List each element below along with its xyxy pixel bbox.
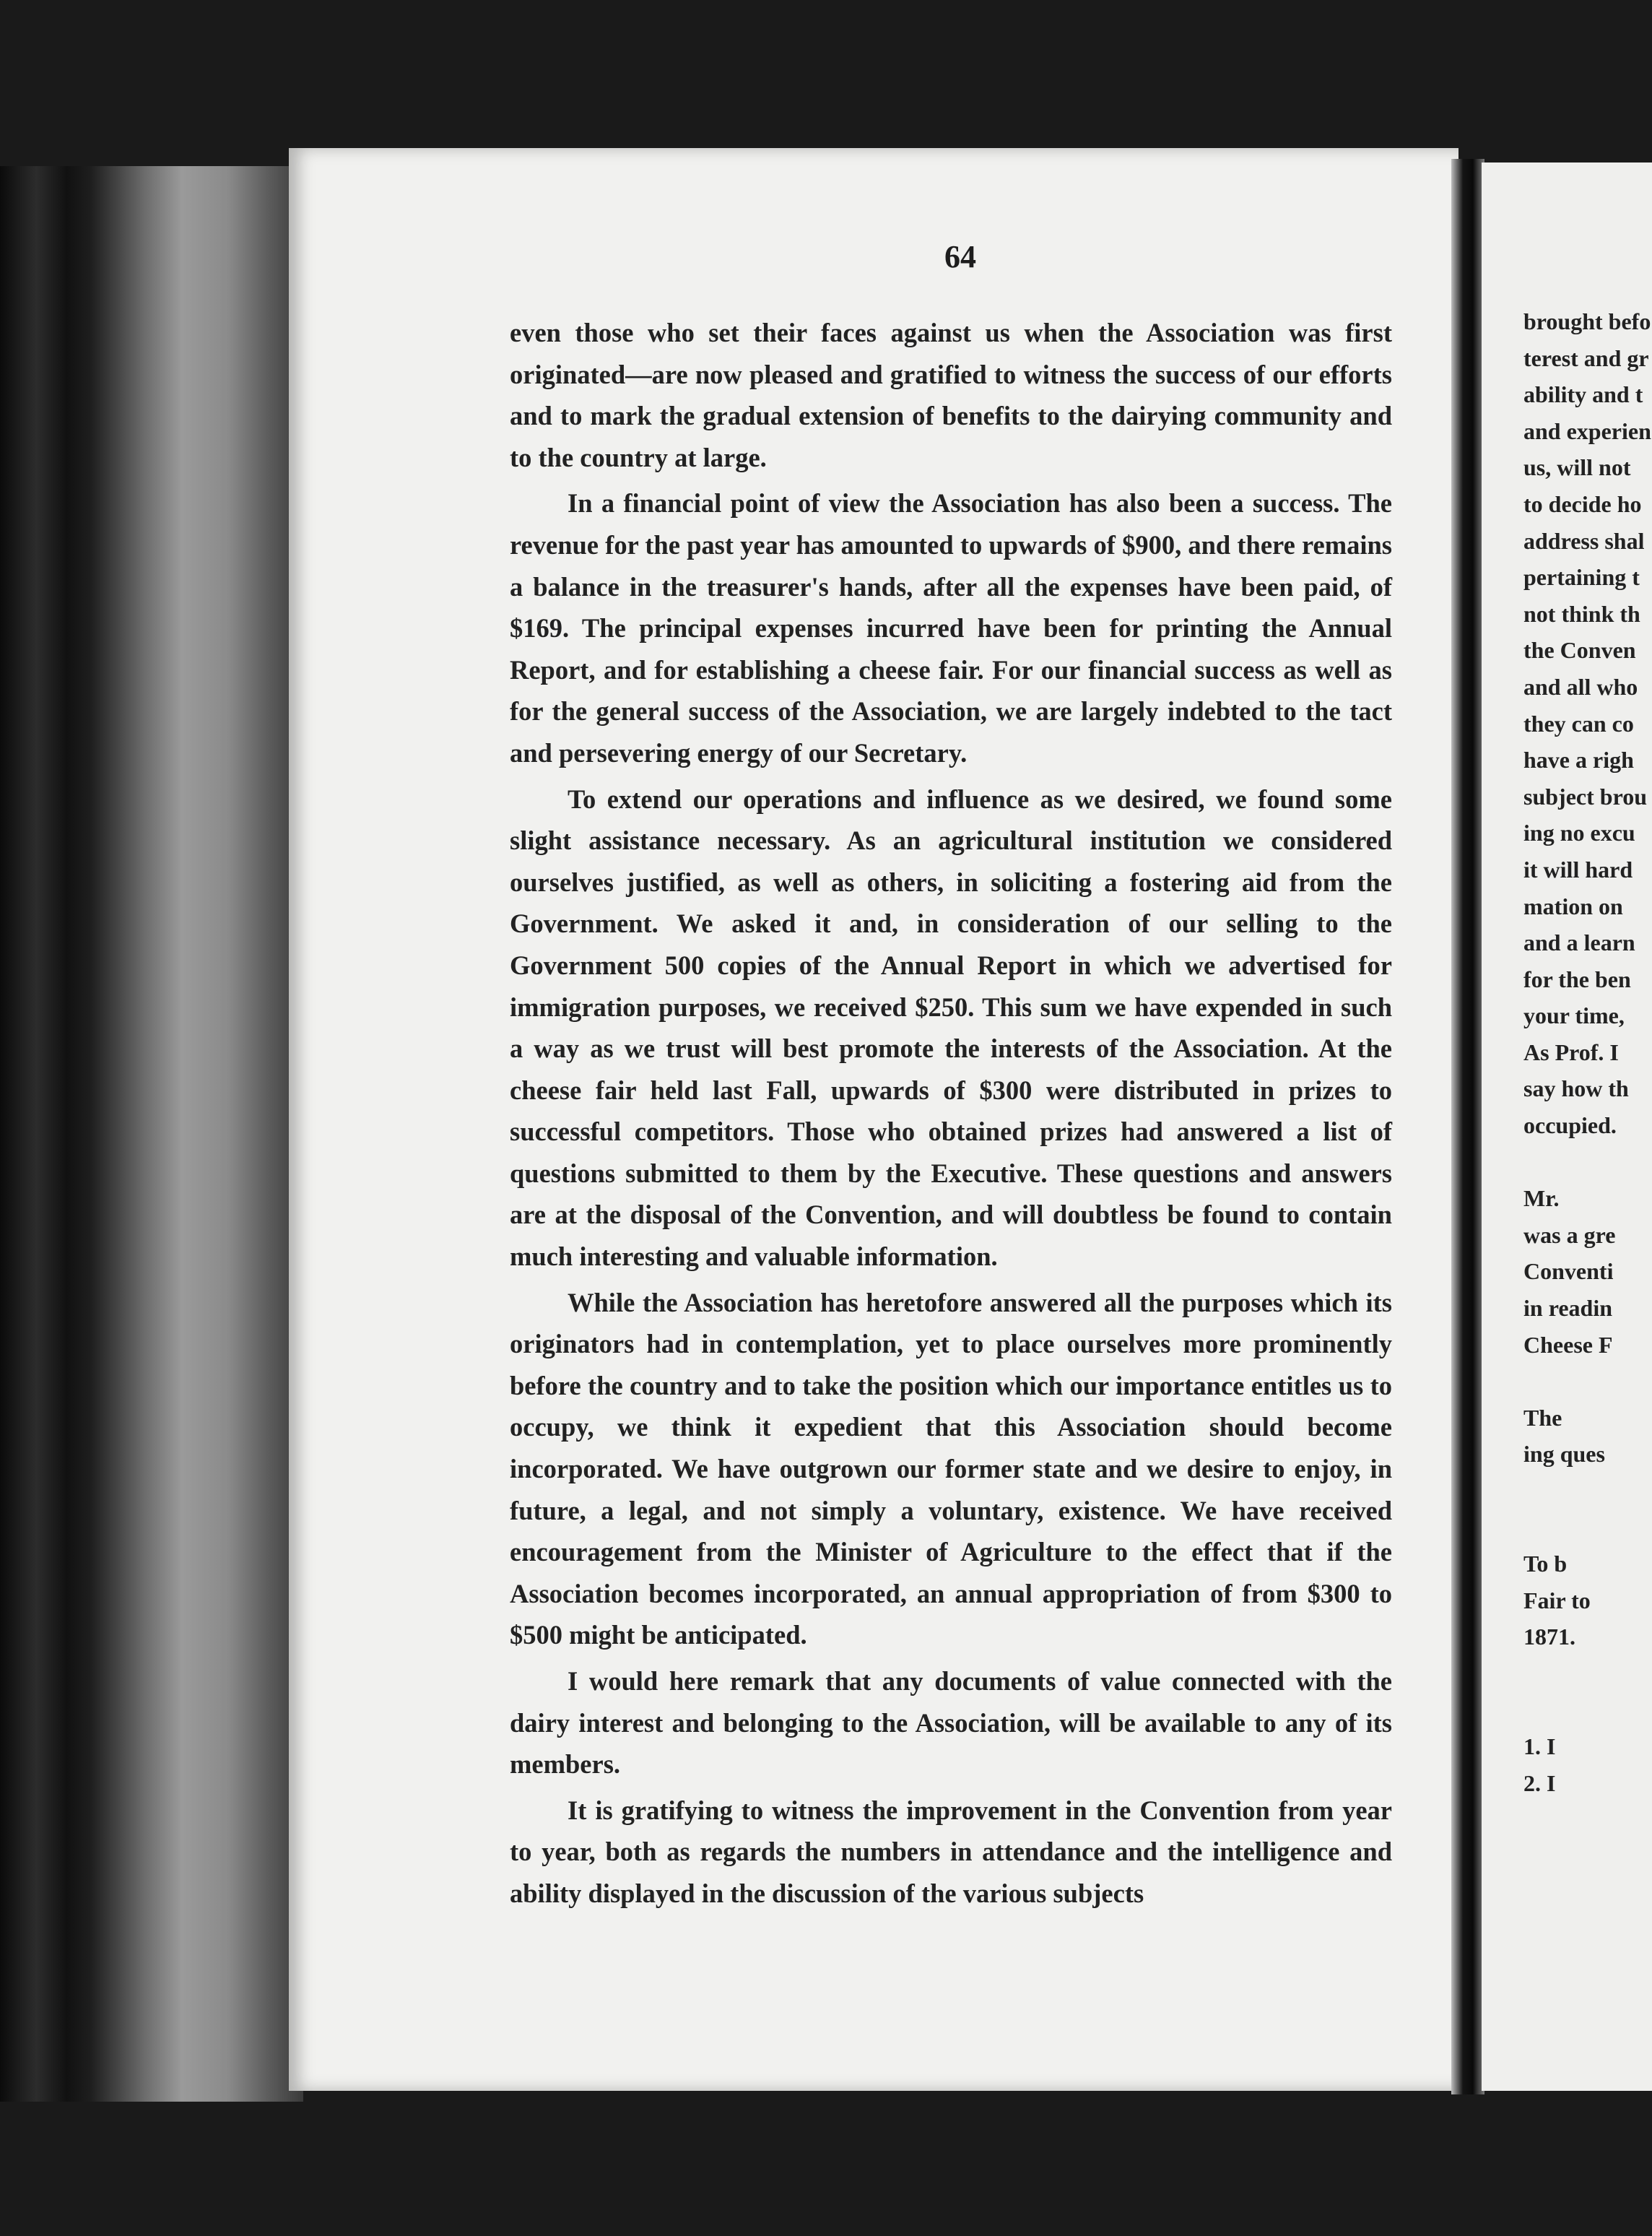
right-page-line: they can co [1523,710,1634,737]
paragraph: even those who set their faces against us when the Association was first originated—are now pleased and gratified to witness the success of our efforts and to mark the gradual extension of benefits to the dairying community and to the country at large. [510,318,1392,472]
paragraph: While the Association has heretofore answered all the purposes which its originators had in contemplation, yet to place ourselves more prominently before the country and to take the position which our importance entitles us to occupy, we think it expedient that this Association should become incorporated. We have outgrown our former state and we desire to enjoy, in future, a legal, and not simply a voluntary, existence. We have received encouragement from the Minister of Agriculture to the effect that if the Association becomes incorporated, an annual appropriation of from $300 to $500 might be anticipated. [510,1287,1392,1650]
right-page-line: it will hard [1523,856,1633,883]
right-page-line [1523,1363,1652,1400]
right-page-line: The [1523,1404,1562,1431]
right-page-line: Mr. [1523,1185,1560,1212]
right-page-line: terest and gr [1523,344,1649,371]
right-page-line: occupied. [1523,1112,1617,1139]
right-page-text [1523,303,1652,1801]
page-number: 64 [944,239,976,274]
paragraph: To extend our operations and influence as we desired, we found some slight assistance necessary. As an agricultural institution we considered ourselves justified, as well as others, in soliciting a fostering aid from the Government. We asked it and, in consideration of our selling to the Government 500 copies of the Annual Report in which we advertised for immigration purposes, we received $250. This sum we have expended in such a way as we trust will best promote the interests of the Association. At the cheese fair held last Fall, upwards of $300 were distributed in prizes to successful competitors. Those who obtained prizes had answered a list of questions submitted to them by the Executive. These questions and answers are at the disposal of the Convention, and will doubtless be found to contain much interesting and valuable information. [510,784,1392,1272]
right-page-line [1523,1655,1652,1692]
right-page-line: pertaining t [1523,564,1640,591]
right-page-line: not think th [1523,600,1640,627]
right-page-line: As Prof. I [1523,1039,1619,1065]
right-page-line: and experien [1523,417,1651,444]
right-page-line: ing ques [1523,1441,1605,1468]
right-page-line: was a gre [1523,1221,1616,1248]
right-page-line: mation on [1523,893,1623,919]
right-page-line: have a righ [1523,747,1634,774]
right-page-line: say how th [1523,1075,1629,1102]
right-page-line [1523,1473,1652,1509]
right-page-line [1523,1509,1652,1546]
book-page-edges [0,166,303,2102]
right-page-line: address shal [1523,527,1645,554]
right-page-line: ing no excu [1523,820,1635,846]
right-page-line [1523,1144,1652,1181]
right-page-line: 1. I [1523,1733,1556,1760]
right-page-line: the Conven [1523,637,1636,664]
right-page-line [1523,1692,1652,1729]
right-page-line: and all who [1523,673,1638,700]
right-page-line: Fair to [1523,1587,1591,1613]
right-page-line: Conventi [1523,1258,1614,1285]
right-page-line: brought befo [1523,308,1651,334]
right-page-line: and a learn [1523,930,1635,956]
paragraph: In a financial point of view the Association has also been a success. The revenue for the past year has amounted to upwards of $900, and there remains a balance in the treasurer's hands, after all the expenses have been paid, of $169. The principal expenses incurred have been for printing the Annual Report, and for establishing a cheese fair. For our financial success as well as for the general success of the Association, we are largely indebted to the tact and persevering energy of our Secretary. [510,488,1392,768]
right-page-line: your time, [1523,1002,1625,1029]
right-page-line: to decide ho [1523,490,1642,517]
right-page-line: To b [1523,1551,1568,1577]
right-page-line: ability and t [1523,381,1643,408]
main-text-block [510,312,1392,1919]
right-page-line: in readin [1523,1295,1612,1322]
right-page-line: for the ben [1523,966,1631,992]
book-gutter [1451,159,1484,2094]
paragraph: I would here remark that any documents of value connected with the dairy interest and belonging to the Association, will be available to any of its members. [510,1666,1392,1780]
paragraph: It is gratifying to witness the improvement in the Convention from year to year, both as regards the numbers in attendance and the intelligence and ability displayed in the discussion of the various subjects [510,1795,1392,1908]
right-page-line: 1871. [1523,1624,1575,1650]
right-page-line: subject brou [1523,783,1647,810]
right-page-line: us, will not [1523,454,1631,481]
right-page-line: Cheese F [1523,1331,1613,1358]
right-page-line: 2. I [1523,1769,1556,1796]
